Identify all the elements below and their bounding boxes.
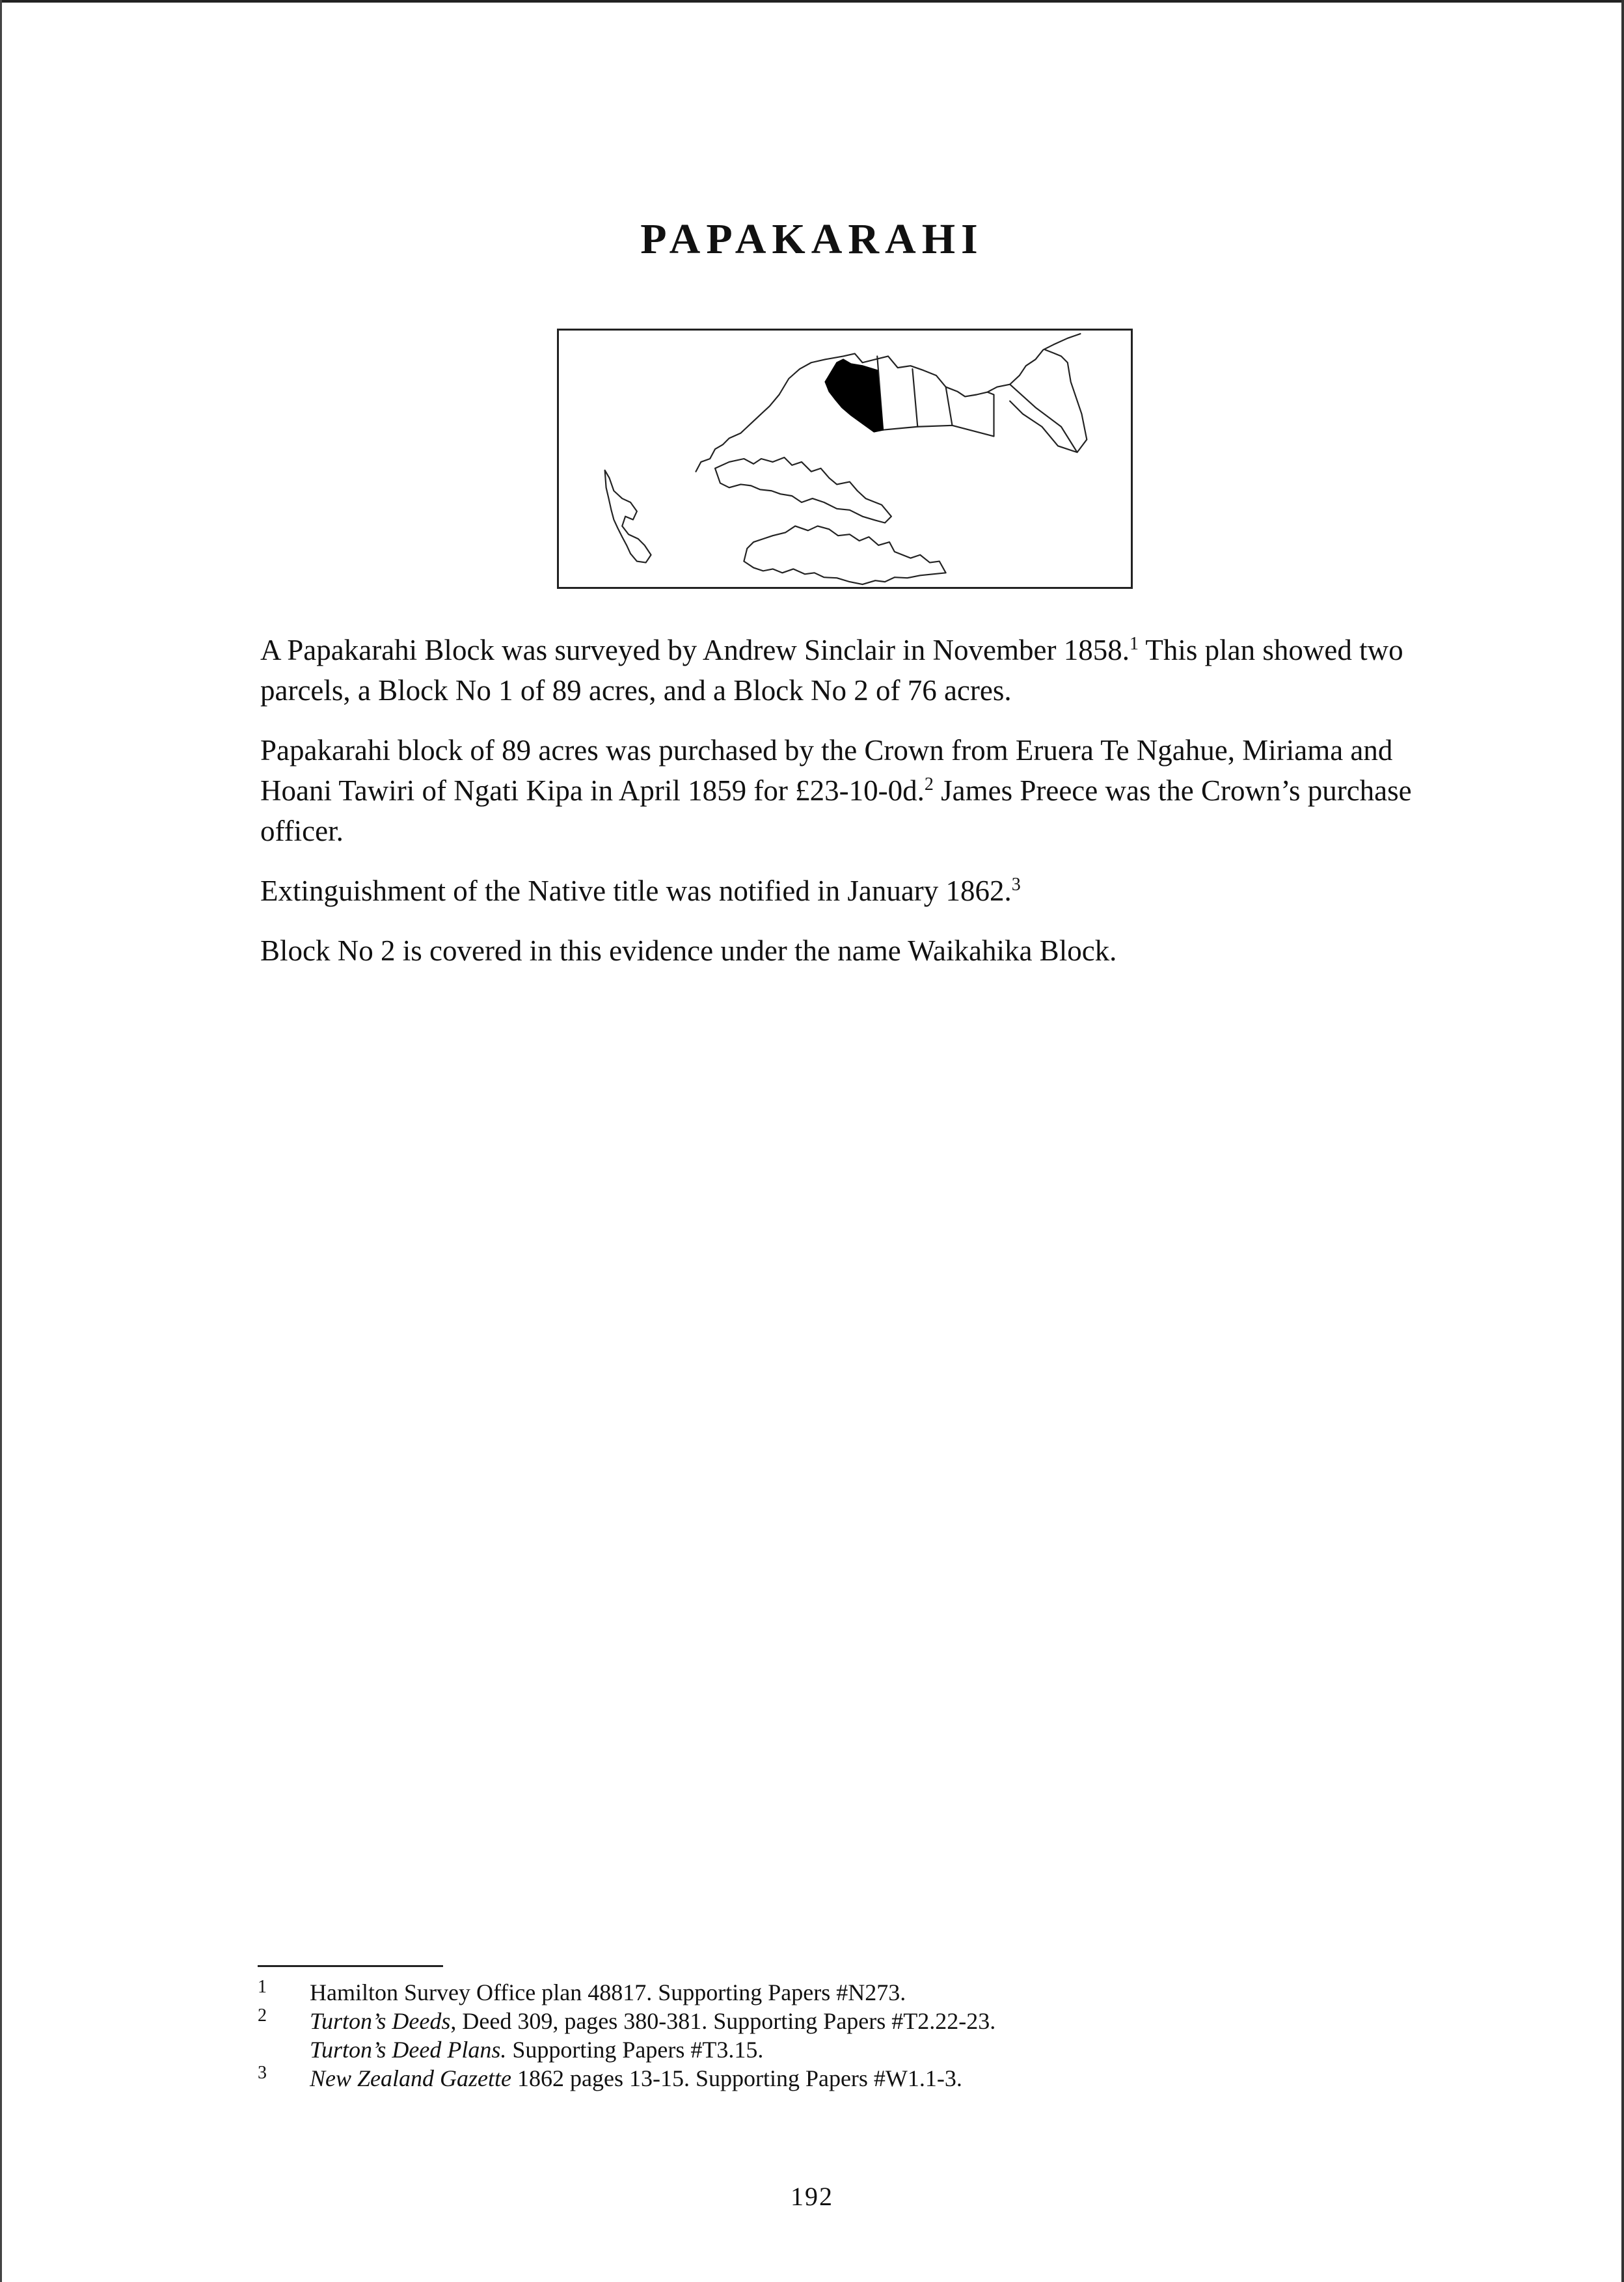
map-east-arm	[1010, 350, 1087, 453]
location-map	[557, 329, 1133, 589]
map-upper-coast	[696, 334, 1080, 472]
paragraph-1-text-cont: This plan showed two parcels, a Block No 1 of 89 acres, and a Block No 2 of 76 acres.	[260, 634, 1403, 707]
footnote-text: Hamilton Survey Office plan 48817. Supporting Papers #N273.	[310, 1979, 906, 2005]
paragraph-3	[260, 871, 1438, 911]
footnote-number: 1	[258, 1977, 267, 1997]
paragraph-1	[260, 630, 1438, 711]
footnote-2	[258, 2007, 1429, 2064]
footnote-1	[258, 1978, 1429, 2007]
page-number: 192	[791, 2182, 833, 2211]
footnote-rule	[258, 1965, 443, 1967]
footnote-line-1	[310, 2007, 1429, 2035]
footnote-text: Supporting Papers #T3.15.	[506, 2037, 764, 2063]
paragraph-2	[260, 730, 1438, 851]
paragraph-4-text: Block No 2 is covered in this evidence under the name Waikahika Block.	[260, 934, 1117, 967]
footnotes	[258, 1978, 1429, 2093]
paragraph-4	[260, 930, 1438, 971]
scan-border-top	[0, 0, 1624, 3]
scan-border-left	[0, 0, 2, 2282]
body-text	[260, 630, 1438, 990]
map-highlighted-block	[825, 359, 883, 431]
page-title: PAPAKARAHI	[640, 215, 984, 263]
footnote-line-2	[310, 2035, 1429, 2064]
footnote-text: 1862 pages 13-15. Supporting Papers #W1.1-3.	[511, 2065, 962, 2091]
map-block-row	[877, 356, 994, 436]
footnote-number: 2	[258, 2005, 267, 2026]
footnote-ref-2: 2	[924, 774, 934, 795]
paragraph-3-text: Extinguishment of the Native title was notified in January 1862.	[260, 875, 1012, 907]
map-drawing	[559, 331, 1131, 587]
footnote-title: New Zealand Gazette	[310, 2065, 511, 2091]
footnote-title: Turton’s Deeds	[310, 2008, 451, 2034]
paragraph-1-text: A Papakarahi Block was surveyed by Andrew Sinclair in November 1858.	[260, 634, 1130, 666]
footnote-3	[258, 2064, 1429, 2093]
footnote-ref-1: 1	[1129, 634, 1139, 654]
footnote-line-1	[310, 2064, 1429, 2093]
footnote-title: Turton’s Deed Plans.	[310, 2037, 507, 2063]
footnote-text: , Deed 309, pages 380-381. Supporting Papers #T2.22-23.	[450, 2008, 996, 2034]
map-west-island	[605, 470, 651, 563]
map-block-divider-1	[912, 369, 917, 427]
map-lower-peninsula	[744, 526, 945, 584]
map-middle-peninsula	[715, 457, 891, 523]
footnote-ref-3: 3	[1011, 875, 1021, 895]
map-block-divider-2	[946, 387, 953, 426]
footnote-number: 3	[258, 2063, 267, 2083]
paragraph-2-text-cont: James Preece was the Crown’s purchase officer.	[260, 774, 1412, 847]
scan-border-right	[1621, 0, 1624, 2282]
paragraph-2-text: Papakarahi block of 89 acres was purchased by the Crown from Eruera Te Ngahue, Miriama and Hoani Tawiri of Ngati Kipa in April 1859 for £23-10-0d.	[260, 734, 1393, 807]
